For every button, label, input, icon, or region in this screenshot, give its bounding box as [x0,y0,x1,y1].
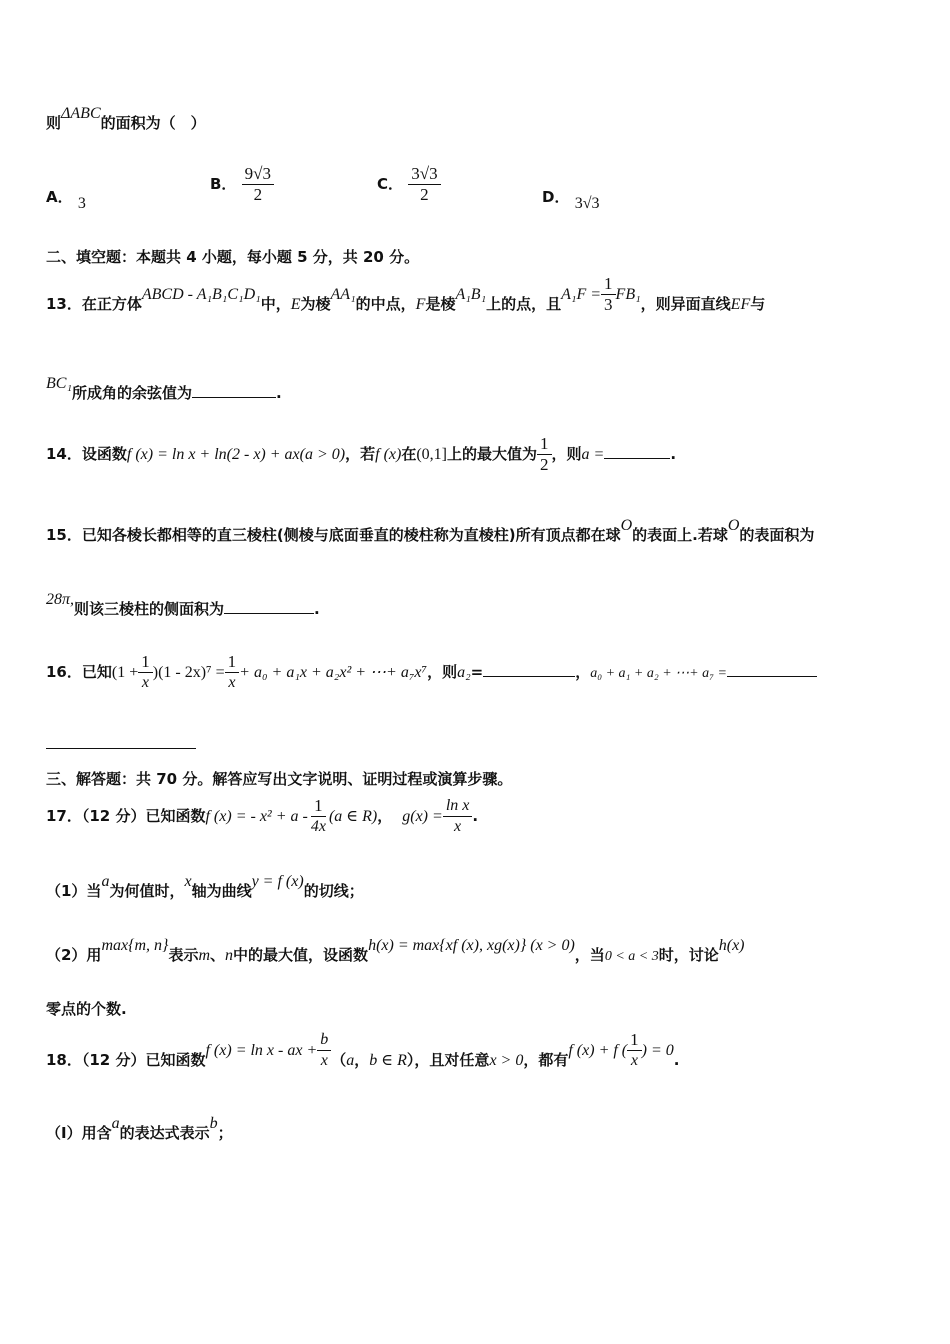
question-17-part2-cont: 零点的个数. [46,1000,127,1018]
q16-frac-rhs: $\frac{1}{x}$ [225,652,240,693]
section-fill-in-heading: 二、填空题：本题共 4 小题，每小题 5 分，共 20 分。 [46,248,420,266]
q13-fraction: $\frac{1}{3}$ [601,274,616,315]
question-17-part2: （2）用max{m, n}表示m、n中的最大值，设函数h(x) = max{xf (x), xg(x)} (x > 0)，当0 < a < 3时，讨论h(x) [46,937,745,964]
section-answers-heading: 三、解答题：共 70 分。解答应写出文字说明、证明过程或演算步骤。 [46,770,513,788]
question-15-line1: 15．已知各棱长都相等的直三棱柱(侧棱与底面垂直的棱柱称为直棱柱)所有顶点都在球O的表面上.若球O的表面积为 [46,517,815,544]
answer-blank-16b-cont[interactable] [46,734,196,749]
triangle-abc: ΔABC [61,105,101,122]
question-17: 17．（12 分）已知函数f (x) = - x² + a - $\frac{1}{4x}$ (a ∈ R)， g(x) = $\frac{\text{ln x}}{x}$ . [46,796,479,835]
q12-stem: 则ΔABC的面积为（ ） [46,105,206,132]
option-c: C． $\frac{3√3}{2}$ [377,164,441,205]
question-16: 16．已知(1 + $\frac{1}{x}$ )(1 - 2x)⁷ = $\frac{1}{x}$ + a₀ + a₁x + a₂x² + ⋯+ a₇x⁷，则a₂= ，a₀ + a₁ + a₂ + ⋯+ a₇ = [46,652,817,693]
answer-blank-14[interactable] [604,444,670,459]
question-16-blank-continuation [46,734,196,753]
q14-fraction: $\frac{1}{2}$ [537,434,552,475]
q17-fraction-g: $\frac{\text{ln x}}{x}$ [443,796,473,837]
answer-blank-16b[interactable] [727,662,817,677]
question-14: 14．设函数f (x) = ln x + ln(2 - x) + ax(a > 0)，若f (x)在(0,1]上的最大值为 $\frac{1}{2}$ ，则a = . [46,434,677,474]
question-13-line1: 13．在正方体ABCD - A₁B₁C₁D₁中，E为棱AA₁的中点，F是棱A₁B₁上的点，且A₁F = $\frac{1}{3}$ FB₁，则异面直线EF与 [46,274,766,314]
answer-blank-13[interactable] [192,383,276,398]
q17-fraction-f: $\frac{1}{4x}$ [310,796,326,835]
option-d: D． 3√3 [542,188,600,212]
option-c-fraction: $\frac{3√3}{2}$ [408,164,440,205]
q18-fraction: $\frac{b}{x}$ [317,1030,331,1071]
question-13-line2: BC₁所成角的余弦值为 . [46,375,282,402]
q16-frac-lhs: $\frac{1}{x}$ [138,652,153,693]
question-18: 18．（12 分）已知函数f (x) = ln x - ax + $\frac{b}{x}$ （a，b ∈ R），且对任意x > 0，都有f (x) + f ( $\frac{1}{x}$ ) = 0. [46,1030,680,1069]
answer-blank-16a[interactable] [483,662,575,677]
q18-eq-fraction: $\frac{1}{x}$ [627,1030,642,1071]
answer-blank-15[interactable] [224,599,314,614]
question-15-line2: 28π,则该三棱柱的侧面积为 . [46,591,320,618]
option-b: B． $\frac{9√3}{2}$ [210,164,274,205]
question-18-part1: （Ⅰ）用含a的表达式表示b； [46,1115,233,1142]
option-b-fraction: $\frac{9√3}{2}$ [242,164,274,205]
question-17-part1: （1）当a为何值时，x轴为曲线y = f (x)的切线； [46,873,364,900]
option-a: A． 3 [46,188,86,212]
